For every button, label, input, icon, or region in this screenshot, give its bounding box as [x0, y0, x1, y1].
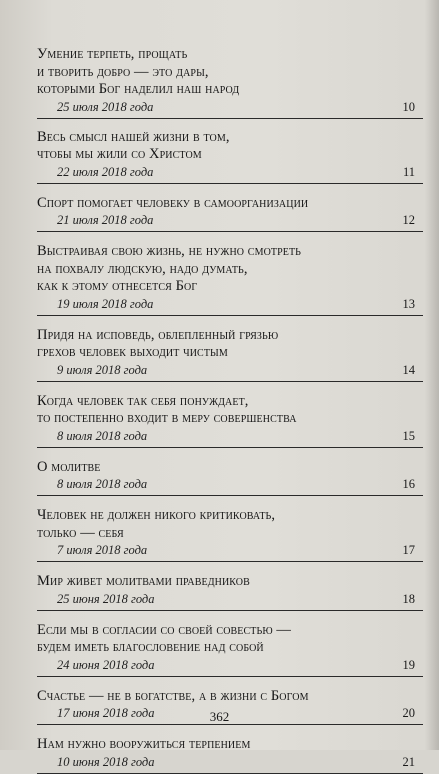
table-of-contents [37, 46, 423, 774]
entry-title-line: Когда человек так себя понуждает, [37, 392, 249, 409]
entry-title-line: Счастье — не в богатстве, а в жизни с Богом [37, 687, 309, 704]
entry-title-line: будем иметь благословение над собой [37, 639, 264, 655]
entry-date: 17 июня 2018 года [57, 706, 155, 720]
entry-date: 10 июня 2018 года [57, 754, 155, 769]
entry-title-line: Спорт помогает человеку в самоорганизации [37, 194, 309, 211]
page-edge-shadow [425, 0, 439, 750]
entry-page-number: 18 [402, 591, 415, 606]
entry-title-line: Человек не должен никого критиковать, [37, 507, 276, 523]
entry-page-number: 19 [402, 657, 415, 672]
entry-page-number: 20 [402, 706, 415, 720]
entry-page-number: 12 [402, 213, 415, 227]
entry-title-line: и творить добро — это дары, [37, 63, 209, 80]
toc-entry [37, 327, 423, 382]
entry-title-line: Придя на исповедь, облепленный грязью [37, 326, 279, 343]
toc-entry [37, 622, 423, 677]
entry-date: 24 июня 2018 года [57, 657, 155, 672]
entry-page-number: 13 [402, 296, 415, 311]
entry-title-line: Нам нужно вооружиться терпением [37, 736, 251, 752]
entry-date: 25 июня 2018 года [57, 591, 155, 606]
entry-date: 19 июля 2018 года [57, 296, 154, 311]
entry-date: 8 июля 2018 года [57, 477, 148, 491]
entry-title-line: которыми Бог наделил наш народ [37, 81, 240, 97]
entry-page-number: 21 [402, 754, 415, 769]
toc-entry [37, 573, 423, 611]
entry-title-line: то постепенно входит в меру совершенства [37, 410, 297, 426]
entry-date: 21 июля 2018 года [57, 213, 154, 227]
entry-date: 22 июля 2018 года [57, 164, 154, 179]
entry-page-number: 14 [402, 362, 415, 377]
entry-page-number: 15 [402, 428, 415, 443]
entry-title-line: чтобы мы жили со Христом [37, 146, 202, 162]
toc-entry [37, 507, 423, 562]
folio-page-number: 362 [209, 709, 230, 724]
entry-title-line: Если мы в согласии со своей совестью — [37, 621, 292, 638]
entry-title-line: Умение терпеть, прощать [37, 46, 188, 62]
entry-title-line: О молитве [37, 458, 101, 475]
entry-title-line: как к этому отнесется Бог [37, 278, 198, 294]
entry-title-line: на похвалу людскую, надо думать, [37, 260, 248, 277]
toc-entry [37, 129, 423, 184]
entry-title-line: Мир живет молитвами праведников [37, 573, 250, 589]
toc-entry [37, 243, 423, 316]
entry-title-line: только — себя [37, 524, 124, 541]
entry-page-number: 16 [402, 477, 415, 491]
entry-date: 7 июля 2018 года [57, 543, 148, 557]
entry-date: 25 июля 2018 года [57, 99, 154, 114]
entry-title-line: грехов человек выходит чистым [37, 344, 228, 360]
entry-title-line: Выстраивая свою жизнь, не нужно смотреть [37, 243, 302, 259]
entry-date: 8 июля 2018 года [57, 428, 148, 443]
entry-page-number: 17 [402, 543, 415, 557]
toc-entry [37, 459, 423, 497]
entry-date: 9 июля 2018 года [57, 362, 148, 377]
toc-entry [37, 393, 423, 448]
entry-title-line: Весь смысл нашей жизни в том, [37, 128, 230, 145]
entry-page-number: 10 [402, 99, 415, 114]
toc-entry [37, 195, 423, 233]
toc-entry [37, 46, 423, 119]
toc-entry [37, 736, 423, 774]
entry-page-number: 11 [402, 164, 415, 179]
